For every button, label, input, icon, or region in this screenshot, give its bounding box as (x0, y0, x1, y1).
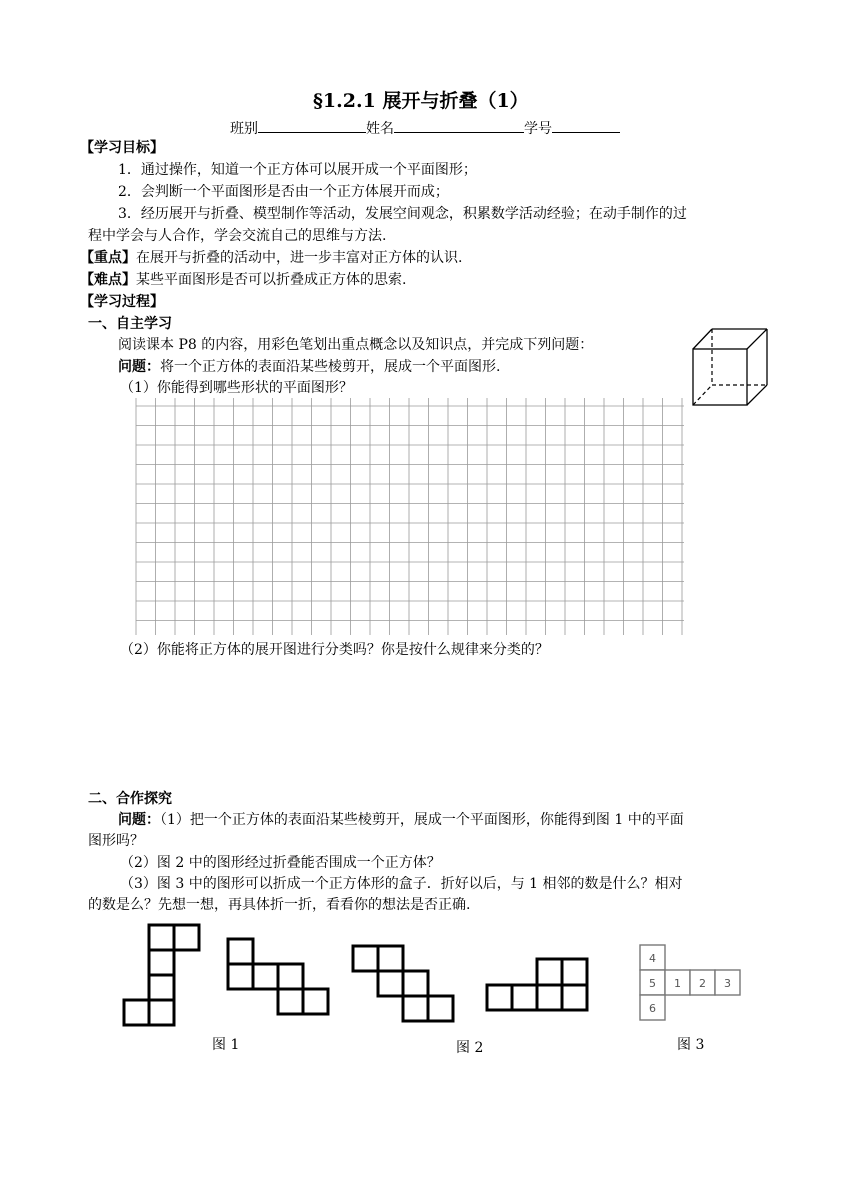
figure-1-caption: 图 1 (212, 1037, 240, 1053)
fig3-number: 2 (699, 977, 706, 990)
section2-q1-text: （1）把一个正方体的表面沿某些棱剪开，展成一个平面图形，你能得到图 1 中的平面 (160, 812, 684, 828)
difficulty-label: 【难点】 (80, 272, 136, 288)
figure-2a-net (226, 937, 334, 1017)
fig3-number: 5 (649, 977, 656, 990)
name-field[interactable] (394, 117, 524, 133)
section1-heading: 一、自主学习 (88, 316, 172, 332)
student-info-line (230, 117, 620, 139)
section1-problem (118, 357, 500, 377)
class-label: 班别 (230, 121, 258, 137)
figure-2-caption: 图 2 (456, 1040, 484, 1056)
fig3-number: 3 (724, 977, 731, 990)
figure-2c-net (485, 957, 595, 1017)
cube-illustration (692, 326, 772, 406)
section2-q3: （3）图 3 中的图形可以折成一个正方体形的盒子．折好以后，与 1 相邻的数是什么？相对 (120, 876, 683, 892)
name-label: 姓名 (366, 121, 394, 137)
number-label: 学号 (524, 121, 552, 137)
section2-heading: 二、合作探究 (88, 791, 172, 807)
section1-q2: （2）你能将正方体的展开图进行分类吗？你是按什么规律来分类的？ (120, 642, 549, 658)
page-title: §1.2.1 展开与折叠（1） (313, 90, 529, 112)
key-point-text: 在展开与折叠的活动中，进一步丰富对正方体的认识. (136, 250, 463, 266)
fig3-number: 6 (649, 1002, 656, 1015)
section2-q2: （2）图 2 中的图形经过折叠能否围成一个正方体？ (120, 855, 441, 871)
problem-text: 将一个正方体的表面沿某些棱剪开，展成一个平面图形. (160, 359, 501, 375)
section2-q3-continued: 的数是么？先想一想，再具体折一折，看看你的想法是否正确. (88, 897, 471, 913)
section2-q1-continued: 图形吗？ (88, 833, 144, 849)
drawing-grid[interactable] (136, 398, 684, 635)
section1-q1: （1）你能得到哪些形状的平面图形？ (120, 380, 353, 396)
key-point (80, 248, 462, 268)
figure-3-net (640, 945, 750, 1027)
figure-3-caption: 图 3 (677, 1037, 705, 1053)
objective-item: 3．经历展开与折叠、模型制作等活动，发展空间观念，积累数学活动经验；在动手制作的过 (118, 206, 687, 222)
process-heading: 【学习过程】 (80, 294, 164, 310)
class-field[interactable] (258, 117, 366, 133)
key-point-label: 【重点】 (80, 250, 136, 266)
objective-item: 1．通过操作，知道一个正方体可以展开成一个平面图形； (118, 162, 477, 178)
figure-2b-net (351, 922, 459, 1026)
section2-q1 (118, 810, 684, 830)
problem-label: 问题： (118, 812, 160, 828)
figure-1-net (122, 923, 204, 1027)
difficulty (80, 270, 406, 290)
problem-label: 问题： (118, 359, 160, 375)
objective-item-continued: 程中学会与人合作，学会交流自己的思维与方法. (88, 228, 387, 244)
number-field[interactable] (552, 117, 620, 133)
difficulty-text: 某些平面图形是否可以折叠成正方体的思索. (136, 272, 407, 288)
fig3-number: 4 (649, 952, 656, 965)
fig3-number: 1 (674, 977, 681, 990)
section1-intro: 阅读课本 P8 的内容，用彩色笔划出重点概念以及知识点，并完成下列问题： (118, 337, 594, 353)
objective-item: 2．会判断一个平面图形是否由一个正方体展开而成； (118, 184, 449, 200)
objectives-heading: 【学习目标】 (80, 140, 164, 156)
